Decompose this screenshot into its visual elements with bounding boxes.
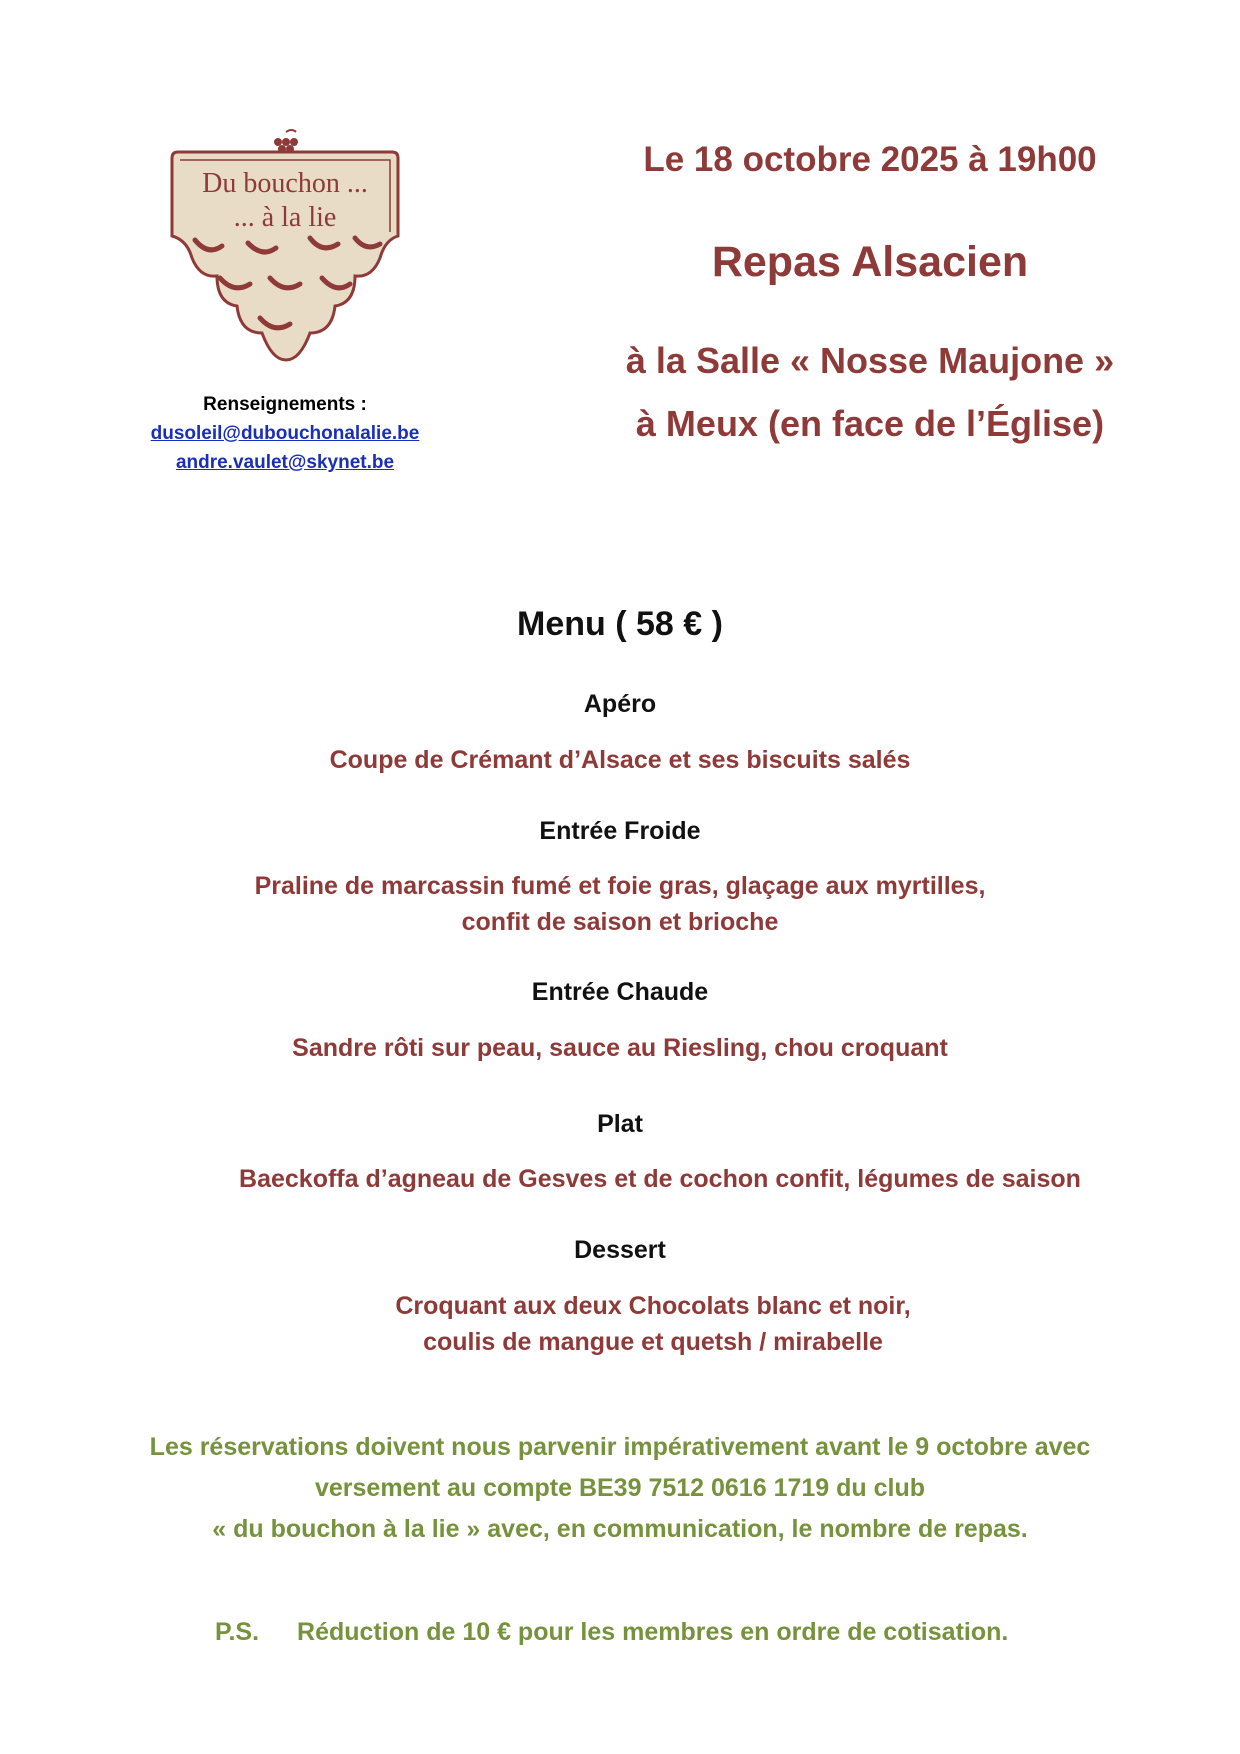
venue-line-1: à la Salle « Nosse Maujone » xyxy=(625,340,1115,381)
email-link-1[interactable]: dusoleil@dubouchonalalie.be xyxy=(150,423,420,444)
dish-dessert-1: Croquant aux deux Chocolats blanc et noir, xyxy=(395,1292,911,1320)
contact-info xyxy=(110,390,460,477)
dish-entree-froide-2: confit de saison et brioche xyxy=(461,908,779,936)
course-entree-froide: Entrée Froide xyxy=(539,817,701,845)
logo-line1: Du bouchon ... xyxy=(202,168,368,199)
event-title: Repas Alsacien xyxy=(711,238,1029,286)
dish-dessert-2: coulis de mangue et quetsh / mirabelle xyxy=(423,1328,883,1356)
dish-apero: Coupe de Crémant d’Alsace et ses biscuits salés xyxy=(329,746,911,774)
email-link-2[interactable]: andre.vaulet@skynet.be xyxy=(175,452,395,473)
logo-line2: ... à la lie xyxy=(233,202,337,233)
course-apero: Apéro xyxy=(583,690,657,718)
reservation-line-3: « du bouchon à la lie » avec, en communication, le nombre de repas. xyxy=(212,1515,1028,1543)
info-label: Renseignements : xyxy=(203,394,367,415)
dish-entree-chaude: Sandre rôti sur peau, sauce au Riesling, chou croquant xyxy=(292,1034,948,1062)
reservation-line-2: versement au compte BE39 7512 0616 1719 du club xyxy=(314,1474,926,1502)
ps-prefix: P.S. xyxy=(215,1618,260,1646)
course-dessert: Dessert xyxy=(574,1236,666,1264)
dish-plat: Baeckoffa d’agneau de Gesves et de cochon confit, légumes de saison xyxy=(239,1165,1081,1193)
course-plat: Plat xyxy=(597,1110,643,1138)
course-entree-chaude: Entrée Chaude xyxy=(531,978,709,1006)
menu-title: Menu ( 58 € ) xyxy=(517,605,723,643)
club-logo xyxy=(160,128,410,368)
venue-line-2: à Meux (en face de l’Église) xyxy=(635,403,1105,444)
reservation-line-1: Les réservations doivent nous parvenir impérativement avant le 9 octobre avec xyxy=(149,1433,1091,1461)
event-date: Le 18 octobre 2025 à 19h00 xyxy=(643,140,1097,179)
dish-entree-froide-1: Praline de marcassin fumé et foie gras, glaçage aux myrtilles, xyxy=(254,872,986,900)
ps-text: Réduction de 10 € pour les membres en ordre de cotisation. xyxy=(297,1618,1009,1646)
ps-note xyxy=(215,1618,1008,1647)
